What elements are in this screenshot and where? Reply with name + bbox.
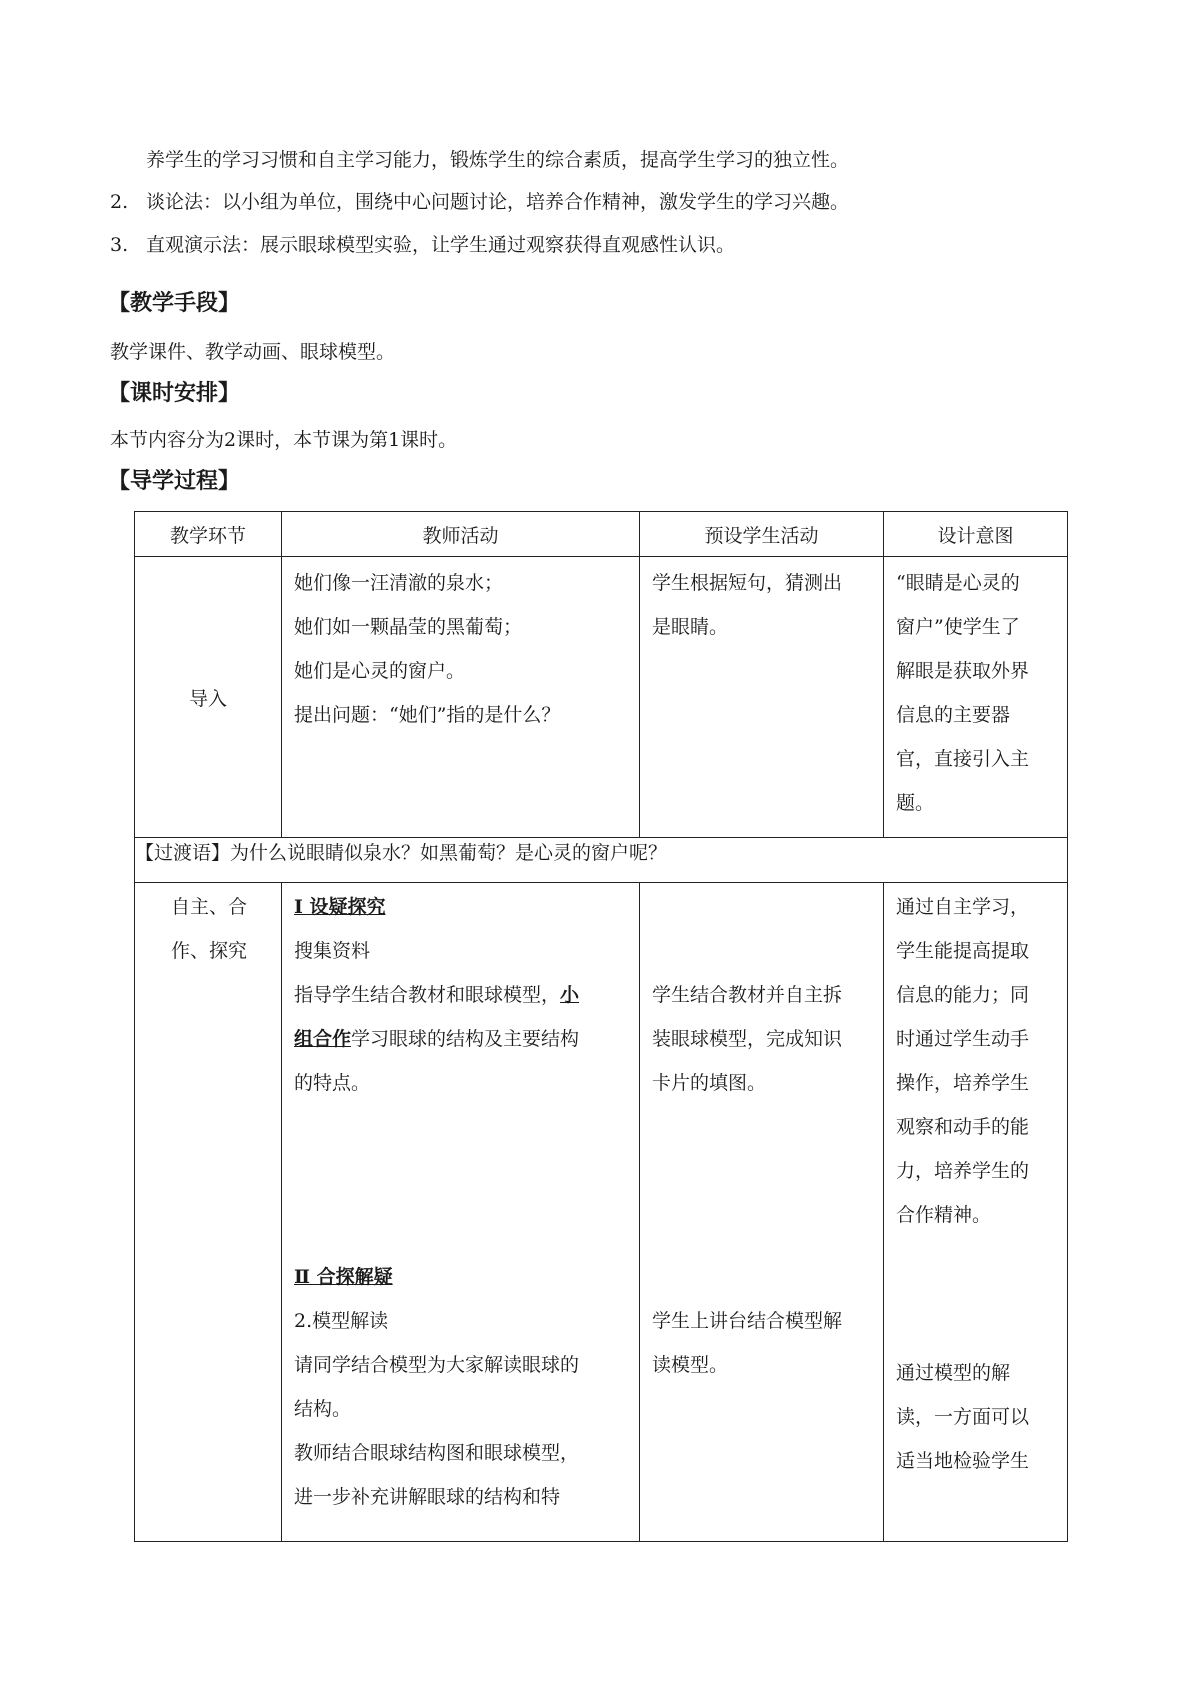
lesson-process-table — [134, 511, 1068, 1542]
intent-line: 力，培养学生的 — [896, 1160, 1030, 1182]
teacher-activity-intro — [282, 557, 640, 838]
student-line: 卡片的填图。 — [652, 1072, 767, 1094]
design-intent-explore — [884, 883, 1068, 1542]
student-activity-explore — [640, 883, 884, 1542]
part1-subtitle: 搜集资料 — [294, 940, 371, 962]
intent-line: 题。 — [896, 792, 935, 814]
stage-intro-label: 导入 — [188, 687, 227, 710]
teaching-means-text: 教学课件、教学动画、眼球模型。 — [110, 341, 396, 363]
teacher-line: 教师结合眼球结构图和眼球模型， — [294, 1442, 580, 1464]
header-stage: 教学环节 — [135, 512, 282, 557]
teacher-line: 请同学结合模型为大家解读眼球的 — [294, 1354, 580, 1376]
student-line: 读模型。 — [652, 1354, 729, 1376]
teacher-line: 提出问题：“她们”指的是什么？ — [294, 704, 561, 726]
method-item-2-text: 谈论法：以小组为单位，围绕中心问题讨论，培养合作精神，激发学生的学习兴趣。 — [146, 191, 850, 213]
teacher-line — [294, 973, 629, 1017]
teacher-line: 她们如一颗晶莹的黑葡萄； — [294, 616, 523, 638]
teacher-line-text: 指导学生结合教材和眼球模型， — [294, 984, 561, 1006]
teacher-line: 2.模型解读 — [294, 1310, 389, 1332]
intent-line: 通过自主学习， — [896, 896, 1030, 918]
intent-line: 观察和动手的能 — [896, 1116, 1030, 1138]
teacher-line: 进一步补充讲解眼球的结构和特 — [294, 1486, 561, 1508]
intent-line: 信息的主要器 — [896, 704, 1011, 726]
intent-line: 解眼是获取外界 — [896, 660, 1030, 682]
student-line: 装眼球模型，完成知识 — [652, 1028, 843, 1050]
intent-line: 读，一方面可以 — [896, 1406, 1030, 1428]
intent-line: 通过模型的解 — [896, 1362, 1011, 1384]
intent-line: 时通过学生动手 — [896, 1028, 1030, 1050]
group-work-emphasis: 小 — [560, 984, 580, 1006]
part2-title: Ⅱ 合探解疑 — [294, 1266, 393, 1288]
header-design-intent: 设计意图 — [884, 512, 1068, 557]
header-teacher-activity: 教师活动 — [282, 512, 640, 557]
student-line: 是眼睛。 — [652, 616, 729, 638]
method-item-2 — [110, 190, 849, 214]
student-line: 学生结合教材并自主拆 — [652, 984, 843, 1006]
intent-line: 适当地检验学生 — [896, 1450, 1030, 1472]
stage-explore-line: 自主、合 — [170, 896, 247, 918]
intro-continuation: 养学生的学习习惯和自主学习能力，锻炼学生的综合素质，提高学生学习的独立性。 — [146, 149, 850, 171]
teacher-line — [294, 1017, 629, 1061]
table-row-intro — [135, 557, 1068, 838]
intent-line: 学生能提高提取 — [896, 940, 1030, 962]
table-header-row — [135, 512, 1068, 557]
teacher-line-text: 学习眼球的结构及主要结构 — [351, 1028, 580, 1050]
teacher-line: 她们是心灵的窗户。 — [294, 660, 466, 682]
heading-schedule: 【课时安排】 — [108, 381, 241, 406]
heading-teaching-means: 【教学手段】 — [108, 291, 241, 316]
intent-line: 窗户”使学生了 — [896, 616, 1020, 638]
stage-intro — [135, 557, 282, 838]
table-row-explore — [135, 883, 1068, 1542]
table-row-transition — [135, 838, 1068, 883]
heading-process: 【导学过程】 — [108, 469, 241, 494]
student-line: 学生上讲台结合模型解 — [652, 1310, 843, 1332]
part1-title: Ⅰ 设疑探究 — [294, 896, 386, 918]
intent-line: 官，直接引入主 — [896, 748, 1030, 770]
method-item-3-text: 直观演示法：展示眼球模型实验，让学生通过观察获得直观感性认识。 — [146, 234, 736, 256]
method-item-2-num: 2. — [110, 191, 129, 213]
teacher-line: 的特点。 — [294, 1072, 371, 1094]
intent-line: 合作精神。 — [896, 1204, 992, 1226]
intent-line: “眼睛是心灵的 — [896, 572, 1020, 594]
design-intent-intro — [884, 557, 1068, 838]
stage-explore-line: 作、探究 — [170, 940, 247, 962]
student-line: 学生根据短句，猜测出 — [652, 572, 843, 594]
header-student-activity: 预设学生活动 — [640, 512, 884, 557]
teacher-activity-explore — [282, 883, 640, 1542]
group-work-emphasis: 组合作 — [294, 1028, 352, 1050]
student-activity-intro — [640, 557, 884, 838]
stage-explore — [135, 883, 282, 1542]
intent-line: 信息的能力；同 — [896, 984, 1030, 1006]
method-item-3-num: 3. — [110, 234, 129, 256]
teacher-line: 结构。 — [294, 1398, 352, 1420]
intent-line: 操作，培养学生 — [896, 1072, 1030, 1094]
schedule-text: 本节内容分为2课时，本节课为第1课时。 — [110, 429, 458, 451]
transition-text: 【过渡语】为什么说眼睛似泉水？如黑葡萄？是心灵的窗户呢？ — [135, 838, 1068, 883]
method-item-3 — [110, 233, 735, 257]
teacher-line: 她们像一汪清澈的泉水； — [294, 572, 504, 594]
